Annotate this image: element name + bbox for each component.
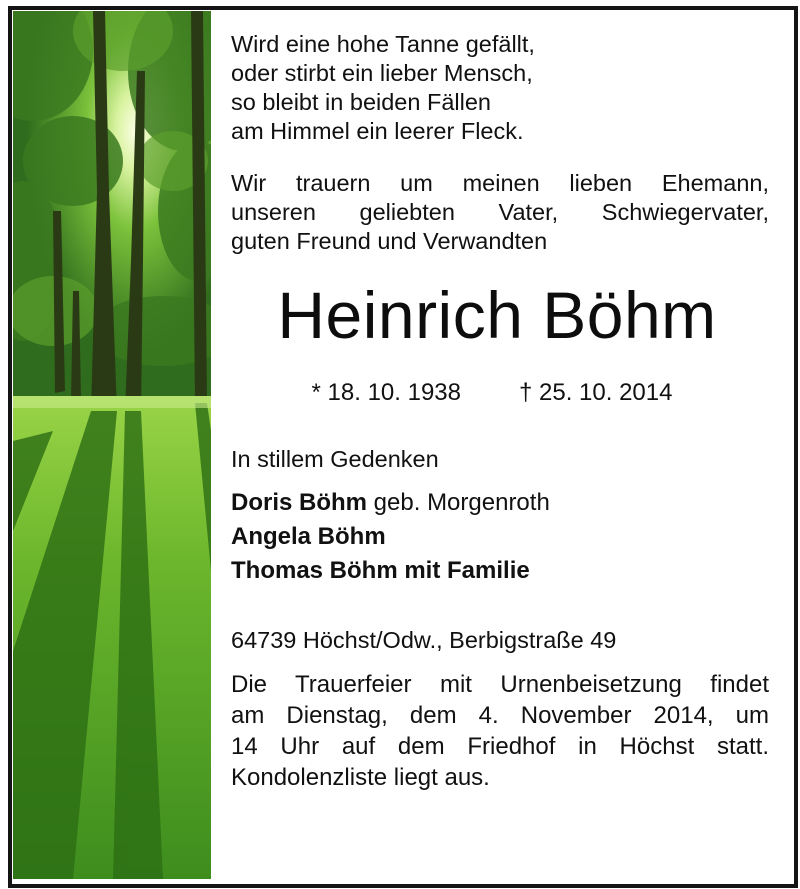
family-list <box>231 486 769 588</box>
family-member <box>231 520 769 554</box>
deceased-name: Heinrich Böhm <box>277 278 717 352</box>
gedenken-line: In stillem Gedenken <box>231 446 439 472</box>
info-line: 14 Uhr auf dem Friedhof in Höchst statt. <box>231 733 769 760</box>
poem-line: so bleibt in beiden Fällen <box>231 89 491 115</box>
family-member-name: Thomas Böhm mit Familie <box>231 557 530 584</box>
poem-line: am Himmel ein leerer Fleck. <box>231 118 524 144</box>
life-dates <box>215 378 769 407</box>
death-date: † 25. 10. 2014 <box>519 379 673 406</box>
info-line: am Dienstag, dem 4. November 2014, um <box>231 702 769 729</box>
info-line: Die Trauerfeier mit Urnenbeisetzung findet <box>231 671 769 698</box>
intro-line: unseren geliebten Vater, Schwiegervater, <box>231 199 769 225</box>
obituary-text <box>231 30 769 793</box>
intro-line: guten Freund und Verwandten <box>231 228 548 254</box>
family-member-name: Angela Böhm <box>231 523 386 550</box>
family-member <box>231 554 769 588</box>
family-member-suffix: geb. Morgenroth <box>367 489 550 516</box>
address: 64739 Höchst/Odw., Berbigstraße 49 <box>231 627 617 653</box>
poem-line: Wird eine hohe Tanne gefällt, <box>231 31 535 57</box>
poem <box>231 30 769 146</box>
intro-line: Wir trauern um meinen lieben Ehemann, <box>231 170 769 196</box>
forest-photo <box>13 11 211 879</box>
funeral-info <box>231 669 769 793</box>
family-member <box>231 486 769 520</box>
intro <box>231 169 769 256</box>
birth-date: * 18. 10. 1938 <box>311 379 461 406</box>
info-line: Kondolenzliste liegt aus. <box>231 764 490 791</box>
poem-line: oder stirbt ein lieber Mensch, <box>231 60 533 86</box>
family-member-name: Doris Böhm <box>231 489 368 516</box>
